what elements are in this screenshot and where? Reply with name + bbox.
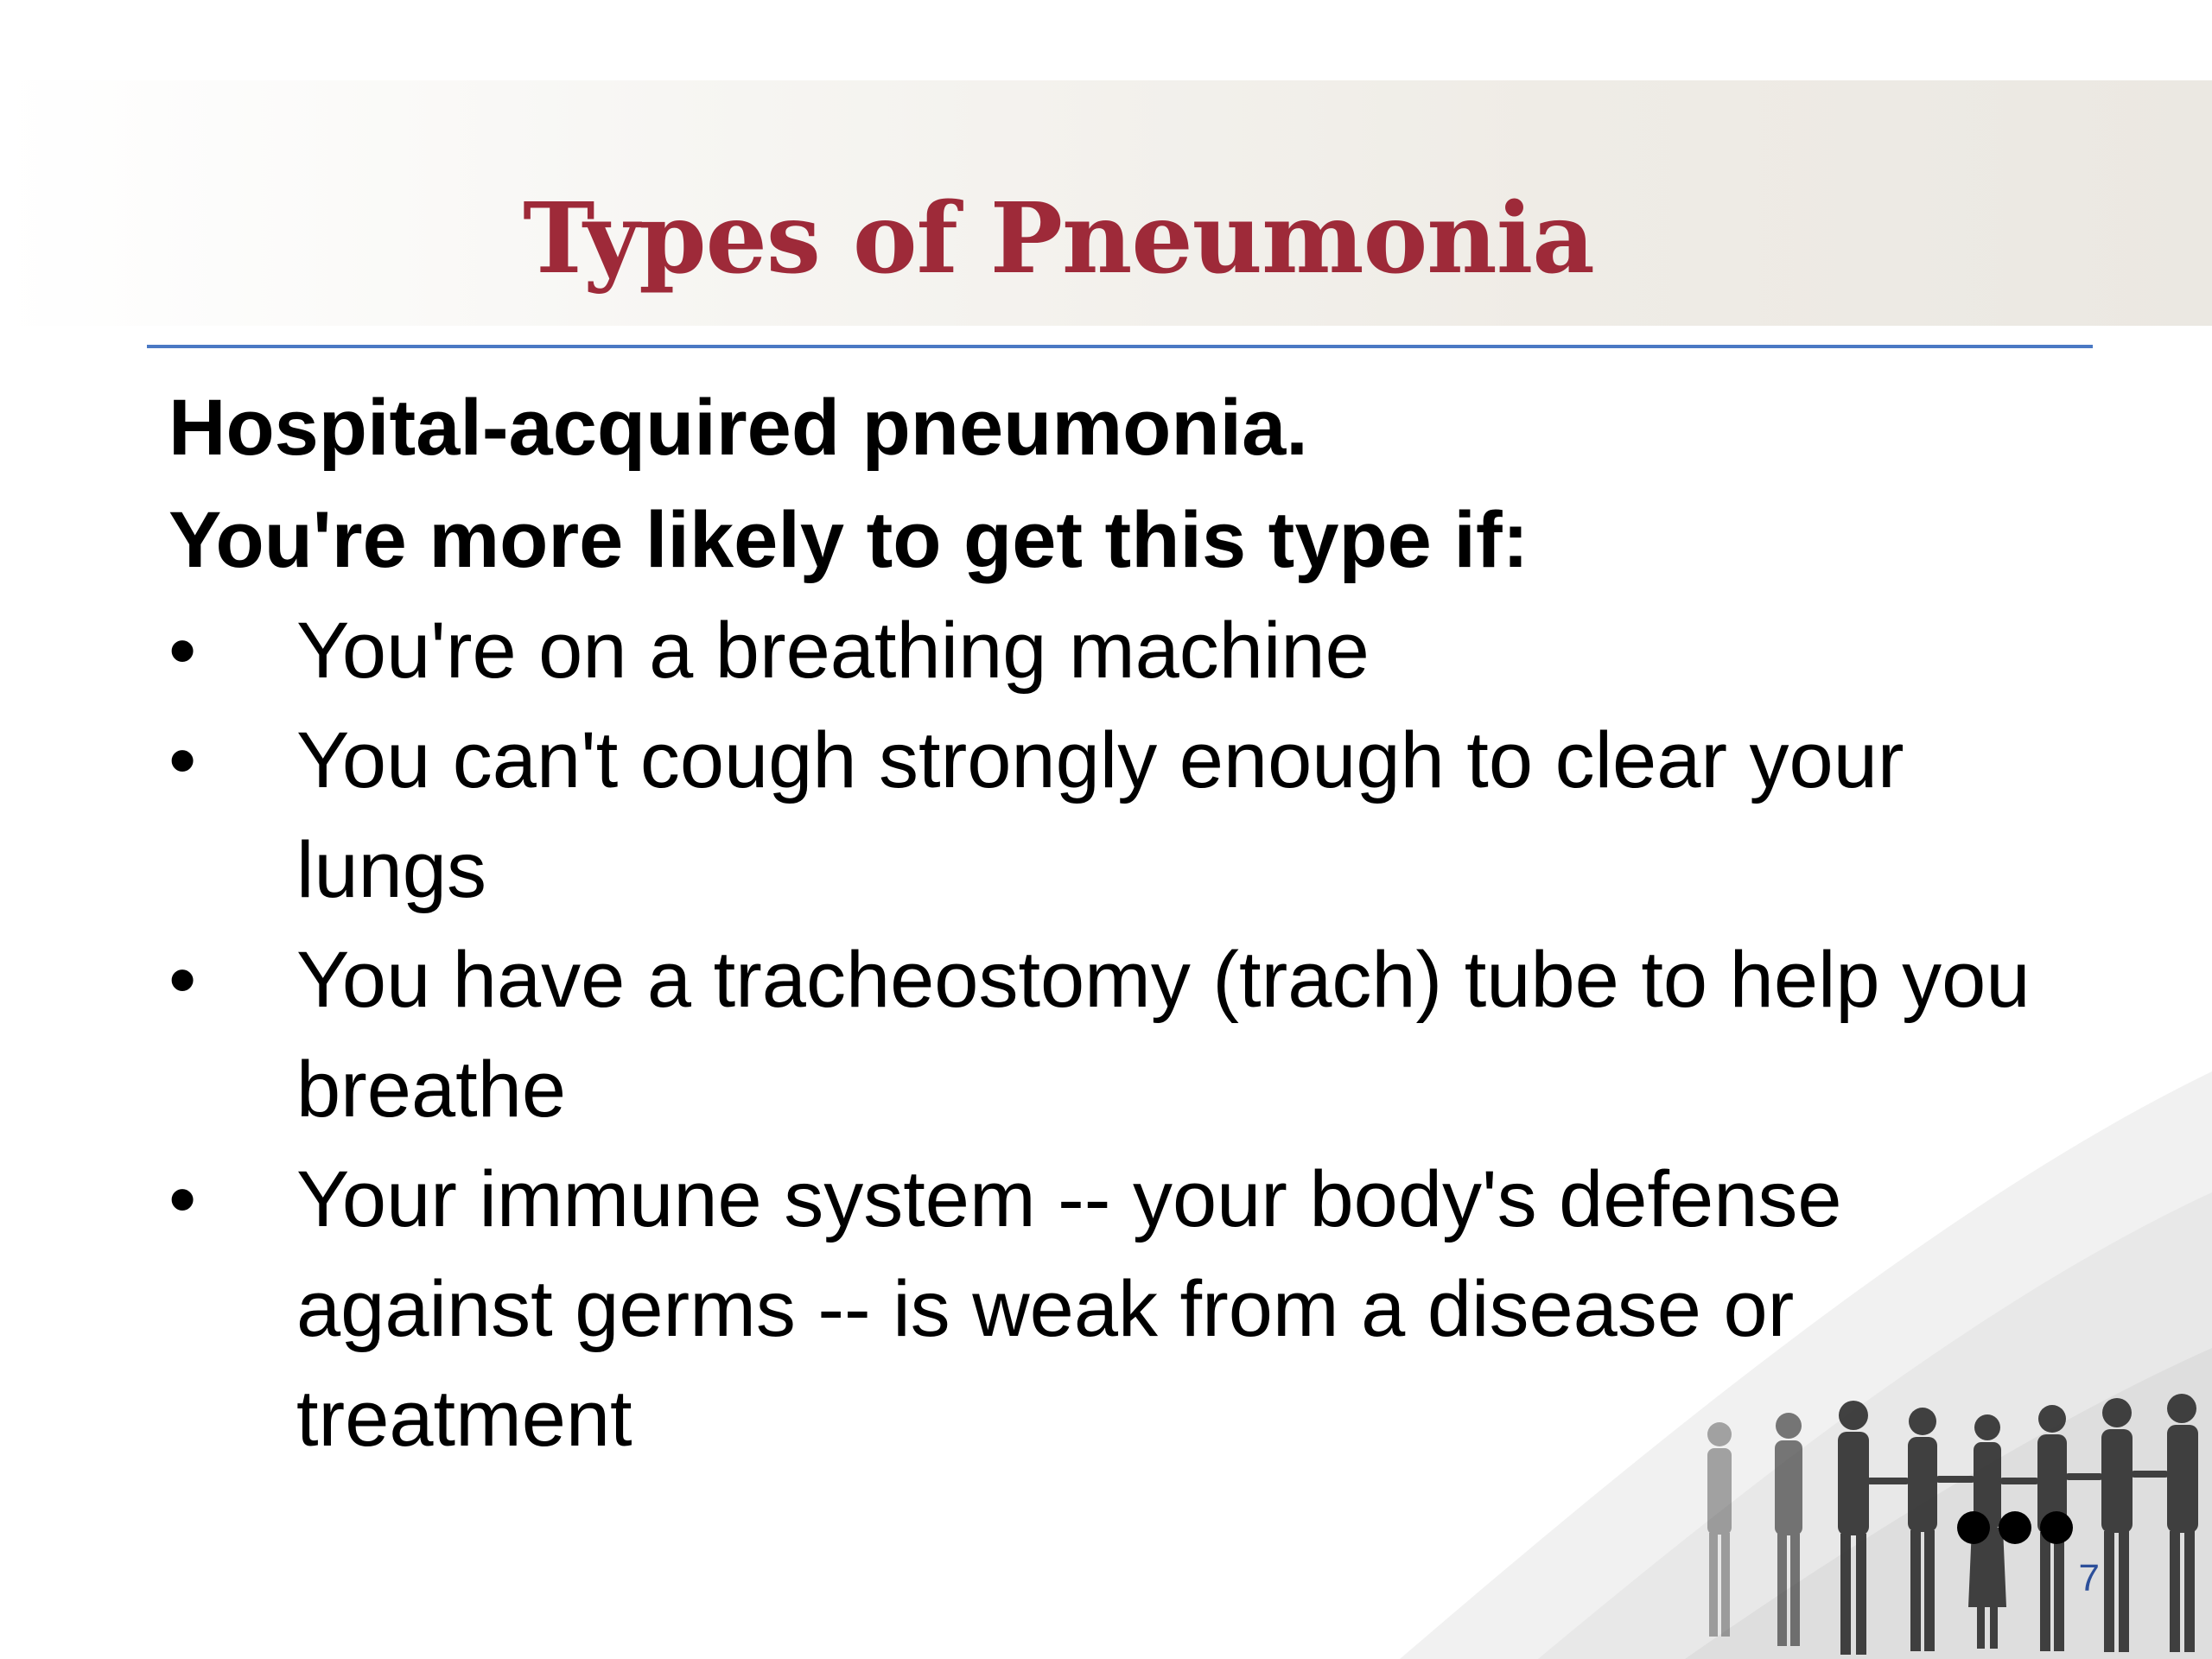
bullet-marker: • xyxy=(168,1155,197,1243)
bullet-text: You have a tracheostomy (trach) tube to help you breathe xyxy=(296,936,2031,1134)
bullet-text: You're on a breathing machine xyxy=(296,607,1370,695)
bullet-list xyxy=(168,596,2087,1474)
bullet-item xyxy=(168,596,2087,706)
title-divider xyxy=(147,345,2093,348)
heading-line-1: Hospital-acquired pneumonia. xyxy=(168,384,1308,472)
slide-content xyxy=(168,372,2087,1474)
more-dots-icon[interactable] xyxy=(1955,1509,2075,1547)
bullet-marker: • xyxy=(168,607,197,695)
heading-line-2: You're more likely to get this type if: xyxy=(168,496,1529,584)
bullet-marker: • xyxy=(168,936,197,1024)
people-silhouettes-image xyxy=(1694,1374,2212,1659)
bullet-item xyxy=(168,706,2087,925)
bullet-item xyxy=(168,925,2087,1145)
page-number: 7 xyxy=(2078,1557,2100,1599)
bullet-text: Your immune system -- your body's defense against germs -- is weak from a disease or treatment xyxy=(296,1155,1842,1463)
bullet-marker: • xyxy=(168,716,197,804)
slide-title: Types of Pneumonia xyxy=(523,182,1594,296)
bullet-text: You can't cough strongly enough to clear your lungs xyxy=(296,716,1904,914)
